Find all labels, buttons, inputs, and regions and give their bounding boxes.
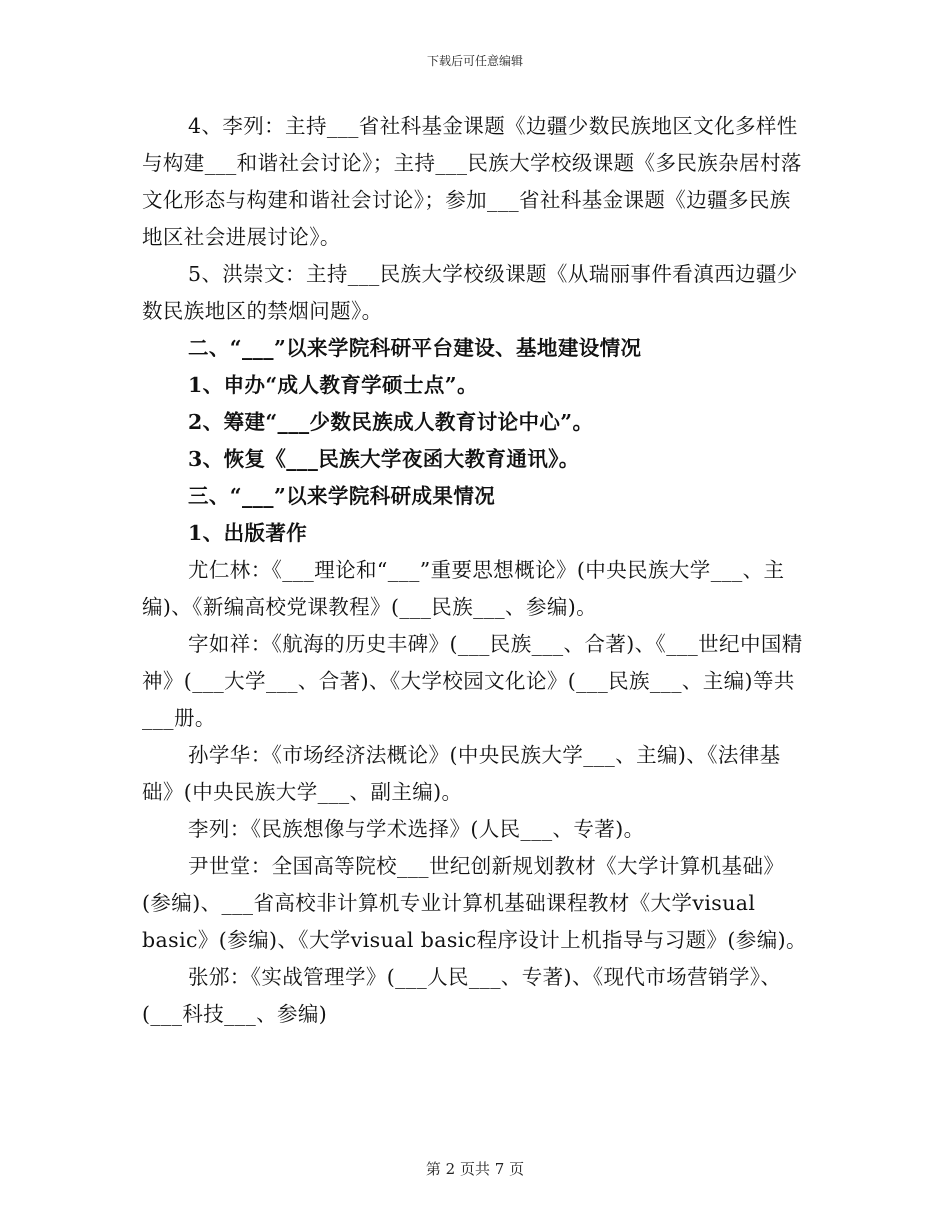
paragraph-li-lie-books: 李列：《民族想像与学术选择》(人民___、专著)。 <box>188 817 645 841</box>
section-heading-research-results: 三、“___”以来学院科研成果情况 <box>188 484 496 508</box>
paragraph-yin-shitang-books: 尹世堂：全国高等院校___世纪创新规划教材《大学计算机基础》(参编)、___省高校非计算机专业计算机基础课程教材《大学visual basic》(参编)、《大学visual basic程序设计上机指导与习题》(参编)。 <box>142 854 807 952</box>
page-footer: 第 2 页共 7 页 <box>425 1160 525 1178</box>
paragraph-you-renlin-books: 尤仁林：《___理论和“___”重要思想概论》(中央民族大学___、主编)、《新编高校党课教程》(___民族___、参编)。 <box>142 558 785 619</box>
document-body <box>142 108 810 1033</box>
paragraph-zi-ruxiang-books: 字如祥：《航海的历史丰碑》(___民族___、合著)、《___世纪中国精神》(___大学___、合著)、《大学校园文化论》(___民族___、主编)等共___册。 <box>142 632 803 730</box>
section-heading-platform-construction: 二、“___”以来学院科研平台建设、基地建设情况 <box>188 336 642 360</box>
subsection-heading-publications: 1、出版著作 <box>188 521 308 545</box>
list-item-master-program: 1、申办“成人教育学硕士点”。 <box>188 373 478 397</box>
list-item-research-center: 2、筹建“___少数民族成人教育讨论中心”。 <box>188 410 594 434</box>
paragraph-li-lie-projects: 4、李列：主持___省社科基金课题《边疆少数民族地区文化多样性与构建___和谐社会讨论》；主持___民族大学校级课题《多民族杂居村落文化形态与构建和谐社会讨论》；参加___省社科基金课题《边疆多民族地区社会进展讨论》。 <box>142 114 802 249</box>
paragraph-sun-xuehua-books: 孙学华：《市场经济法概论》(中央民族大学___、主编)、《法律基础》(中央民族大学___、副主编)。 <box>142 743 781 804</box>
page-header: 下载后可任意编辑 <box>426 54 523 68</box>
list-item-newsletter: 3、恢复《___民族大学夜函大教育通讯》。 <box>188 447 580 471</box>
paragraph-zhang-bin-books: 张邠：《实战管理学》(___人民___、专著)、《现代市场营销学》、(___科技___、参编) <box>142 965 782 1026</box>
paragraph-hong-chongwen-projects: 5、洪崇文：主持___民族大学校级课题《从瑞丽事件看滇西边疆少数民族地区的禁烟问题》。 <box>142 262 798 323</box>
